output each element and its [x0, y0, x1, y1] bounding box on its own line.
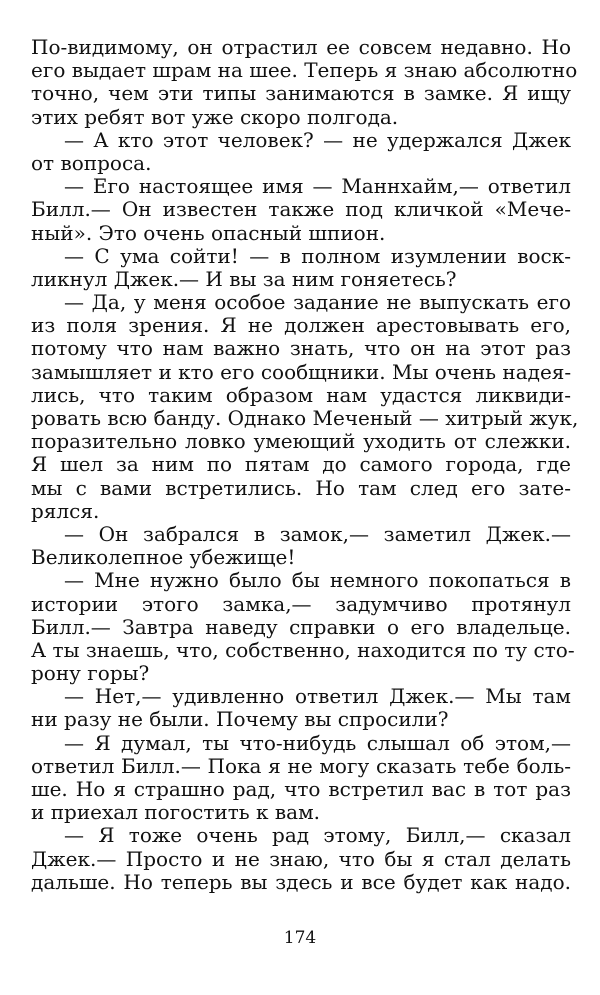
- text-line: ни разу не были. Почему вы спросили?: [31, 707, 449, 732]
- page-number: 174: [283, 928, 317, 948]
- text-line: — Да, у меня особое задание не выпускать его: [64, 290, 571, 315]
- text-line: — С ума сойти! — в полном изумлении воск-: [64, 243, 571, 268]
- text-line: — Я думал, ты что-нибудь слышал об этом,—: [64, 730, 571, 755]
- text-line: ный». Это очень опасный шпион.: [31, 220, 386, 245]
- text-line: — Нет,— удивленно ответил Джек.— Мы там: [64, 684, 571, 709]
- text-line: — Его настоящее имя — Маннхайм,— ответил: [64, 174, 571, 199]
- text-line: точно, чем эти типы занимаются в замке. Я ищу: [31, 81, 571, 106]
- text-line: — Я тоже очень рад этому, Билл,— сказал: [64, 823, 571, 848]
- text-line: лись, что таким образом нам удастся ликвиди-: [31, 382, 571, 407]
- text-line: от вопроса.: [31, 150, 152, 175]
- text-line: потому что нам важно знать, что он на этот раз: [31, 336, 571, 361]
- text-line: Билл.— Завтра наведу справки о его владельце.: [31, 614, 571, 639]
- text-line: поразительно ловко умеющий уходить от слежки.: [31, 429, 571, 454]
- text-line: По-видимому, он отрастил ее совсем недавно. Но: [31, 35, 571, 59]
- text-line: Джек.— Просто и не знаю, что бы я стал делать: [31, 846, 571, 871]
- text-line: истории этого замка,— задумчиво протянул: [31, 591, 571, 616]
- text-line: замышляет и кто его сообщники. Мы очень надея-: [31, 359, 572, 384]
- text-line: ровать всю банду. Однако Меченый — хитрый жук,: [31, 406, 579, 430]
- text-line: дальше. Но теперь вы здесь и все будет как надо.: [31, 869, 571, 894]
- text-line: Великолепное убежище!: [31, 545, 296, 570]
- text-line: и приехал погостить к вам.: [31, 800, 321, 825]
- text-line: ше. Но я страшно рад, что встретил вас в тот раз: [31, 777, 571, 801]
- text-line: из поля зрения. Я не должен арестовывать его,: [31, 313, 571, 338]
- text-line: рялся.: [31, 498, 100, 523]
- text-line: — А кто этот человек? — не удержался Джек: [64, 127, 571, 152]
- text-line: Я шел за ним по пятам до самого города, где: [31, 452, 571, 477]
- text-line: рону горы?: [31, 661, 150, 686]
- text-line: — Он забрался в замок,— заметил Джек.—: [64, 521, 571, 546]
- text-line: А ты знаешь, что, собственно, находится по ту сто-: [31, 637, 575, 662]
- text-line: его выдает шрам на шее. Теперь я знаю абсолютно: [31, 58, 578, 83]
- text-line: ответил Билл.— Пока я не могу сказать тебе боль-: [31, 753, 571, 778]
- text-line: мы с вами встретились. Но там след его зате-: [31, 475, 571, 500]
- text-line: — Мне нужно было бы немного покопаться в: [64, 568, 571, 593]
- text-line: этих ребят вот уже скоро полгода.: [31, 104, 399, 129]
- book-page-text: [31, 35, 579, 894]
- text-line: ликнул Джек.— И вы за ним гоняетесь?: [31, 266, 457, 291]
- text-line: Билл.— Он известен также под кличкой «Мече-: [31, 197, 571, 222]
